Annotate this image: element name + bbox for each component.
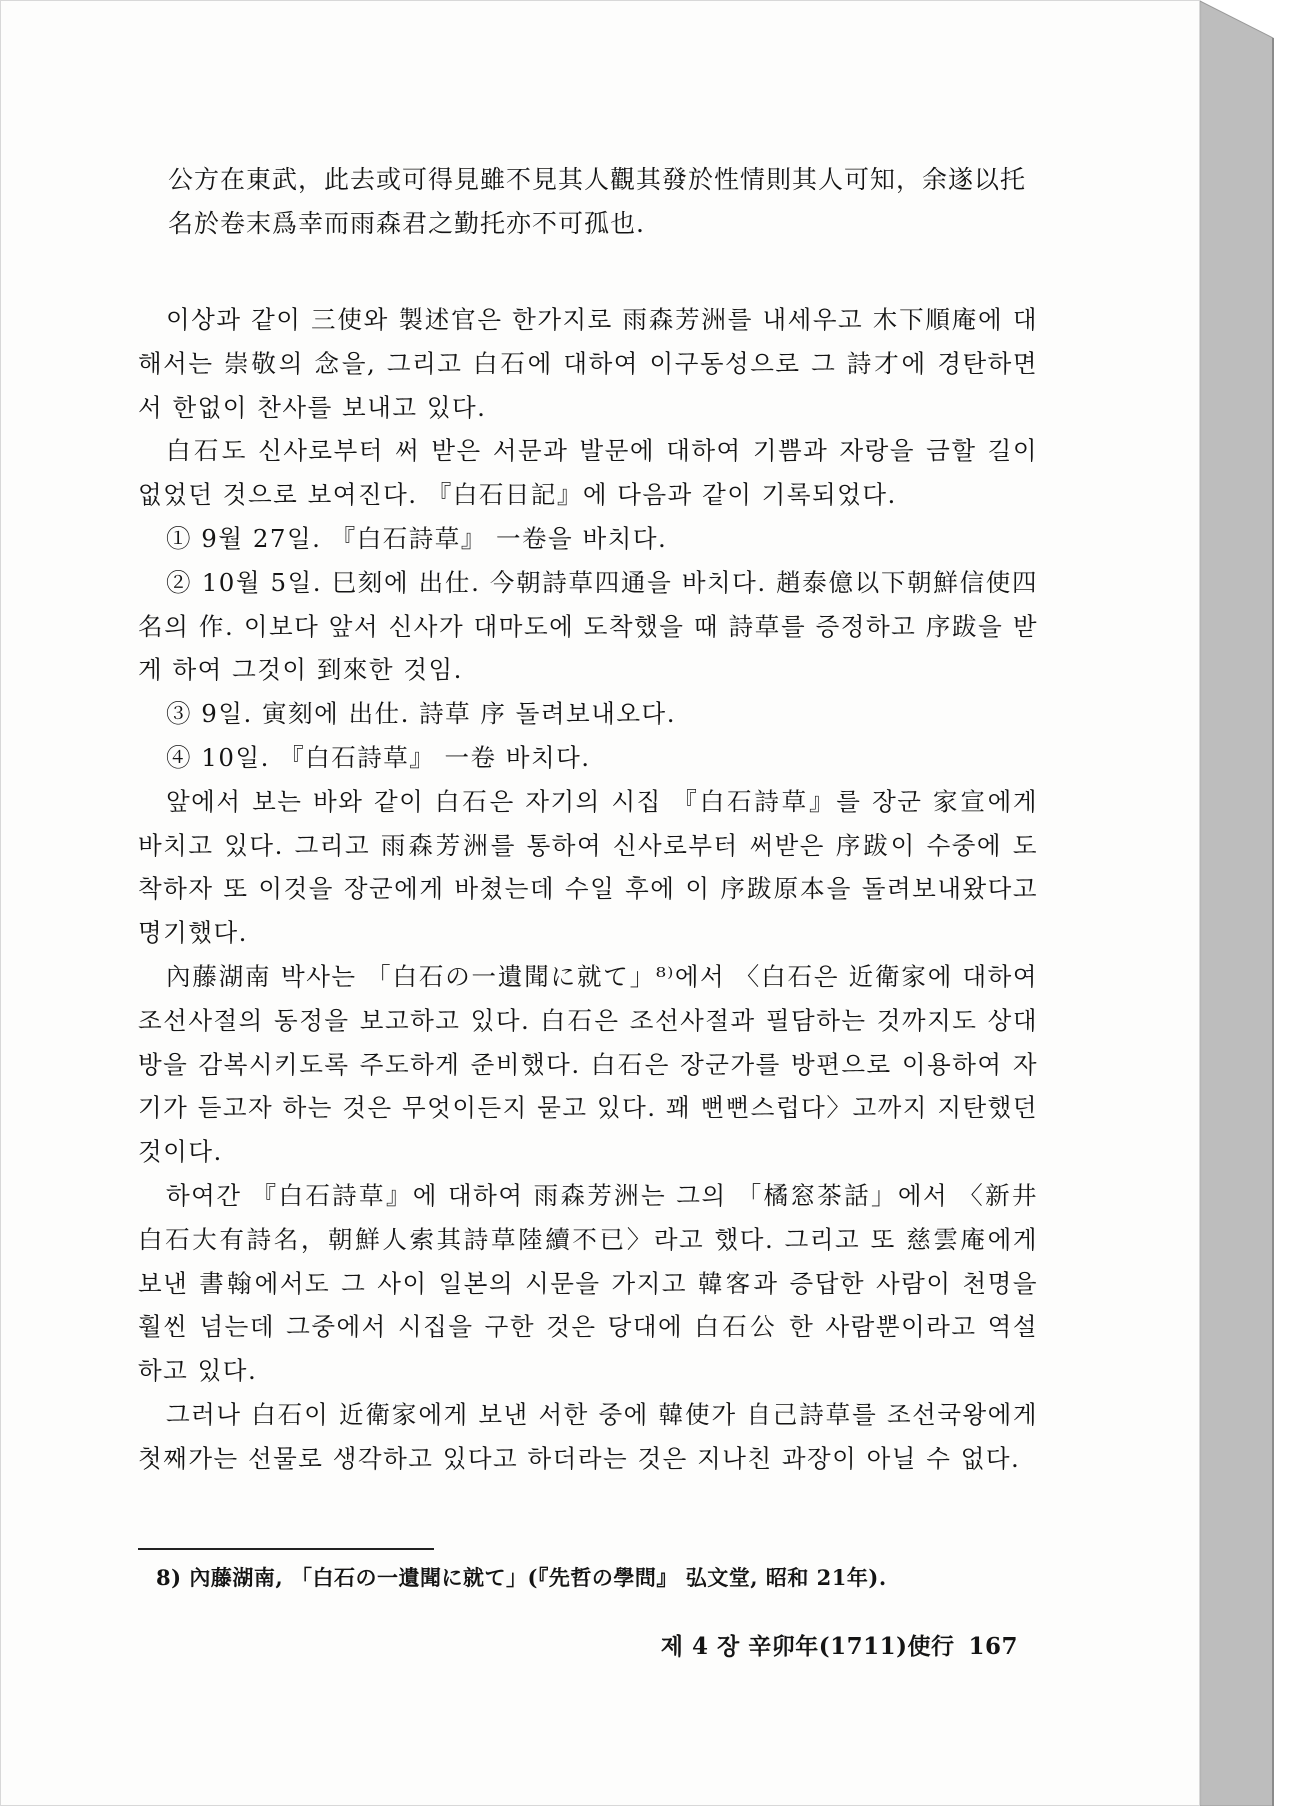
quote-line: 公方在東武，此去或可得見雖不見其人觀其發於性情則其人可知，余遂以托: [168, 165, 1027, 194]
footnote-divider: [138, 1548, 434, 1550]
chapter-title: 제 4 장 辛卯年(1711)使行: [660, 1633, 955, 1660]
paragraph: 하여간 『白石詩草』에 대하여 雨森芳洲는 그의 「橘窓茶話」에서 〈新井白石大有詩名，朝鮮人索其詩草陸續不已〉라고 했다. 그리고 또 慈雲庵에게 보낸 書翰에서도 그 사이 일본의 시문을 가지고 韓客과 증답한 사람이 천명을 훨씬 넘는데 그중에서 시집을 구한 것은 당대에 白石公 한 사람뿐이라고 역설하고 있다.: [138, 1180, 1038, 1386]
list-item: ③ 9일. 寅刻에 出仕. 詩草 序 돌려보내오다.: [166, 699, 677, 729]
page-number: 167: [968, 1633, 1018, 1660]
paragraph: 그러나 白石이 近衛家에게 보낸 서한 중에 韓使가 自己詩草를 조선국왕에게 첫째가는 선물로 생각하고 있다고 하더라는 것은 지나친 과장이 아닐 수 없다.: [138, 1399, 1038, 1473]
list-item: ② 10월 5일. 巳刻에 出仕. 今朝詩草四通을 바치다. 趙泰億以下朝鮮信使四名의 作. 이보다 앞서 신사가 대마도에 도착했을 때 詩草를 증정하고 序跋을 받게 하여 그것이 到來한 것임.: [138, 567, 1038, 685]
paragraph: 內藤湖南 박사는 「白石の一遺聞に就て」⁸⁾에서 〈白石은 近衛家에 대하여 조선사절의 동정을 보고하고 있다. 白石은 조선사절과 필담하는 것까지도 상대방을 감복시키도록 주도하게 준비했다. 白石은 장군가를 방편으로 이용하여 자기가 듣고자 하는 것은 무엇이든지 묻고 있다. 꽤 뻔뻔스럽다〉고까지 지탄했던 것이다.: [138, 961, 1038, 1167]
page-body: [138, 158, 1038, 1481]
paragraph: 白石도 신사로부터 써 받은 서문과 발문에 대하여 기쁨과 자랑을 금할 길이 없었던 것으로 보여진다. 『白石日記』에 다음과 같이 기록되었다.: [138, 436, 1038, 510]
running-footer: [638, 1630, 1018, 1664]
list-item: ① 9월 27일. 『白石詩草』 一卷을 바치다.: [166, 523, 668, 553]
paragraph: 앞에서 보는 바와 같이 白石은 자기의 시집 『白石詩草』를 장군 家宣에게 바치고 있다. 그리고 雨森芳洲를 통하여 신사로부터 써받은 序跋이 수중에 도착하자 또 이것을 장군에게 바쳤는데 수일 후에 이 序跋原本을 돌려보내왔다고 명기했다.: [138, 786, 1038, 948]
quote-line: 名於卷末爲幸而雨森君之勤托亦不可孤也.: [168, 209, 645, 238]
list-item: ④ 10일. 『白石詩草』 一卷 바치다.: [166, 742, 591, 772]
quote-block: [138, 158, 1038, 246]
footnote: 8) 內藤湖南, 「白石の一遺聞に就て」(『先哲の學問』 弘文堂, 昭和 21年).: [156, 1565, 887, 1590]
paragraph: 이상과 같이 三使와 製述官은 한가지로 雨森芳洲를 내세우고 木下順庵에 대해서는 崇敬의 念을, 그리고 白石에 대하여 이구동성으로 그 詩才에 경탄하면서 한없이 찬사를 보내고 있다.: [138, 305, 1038, 422]
